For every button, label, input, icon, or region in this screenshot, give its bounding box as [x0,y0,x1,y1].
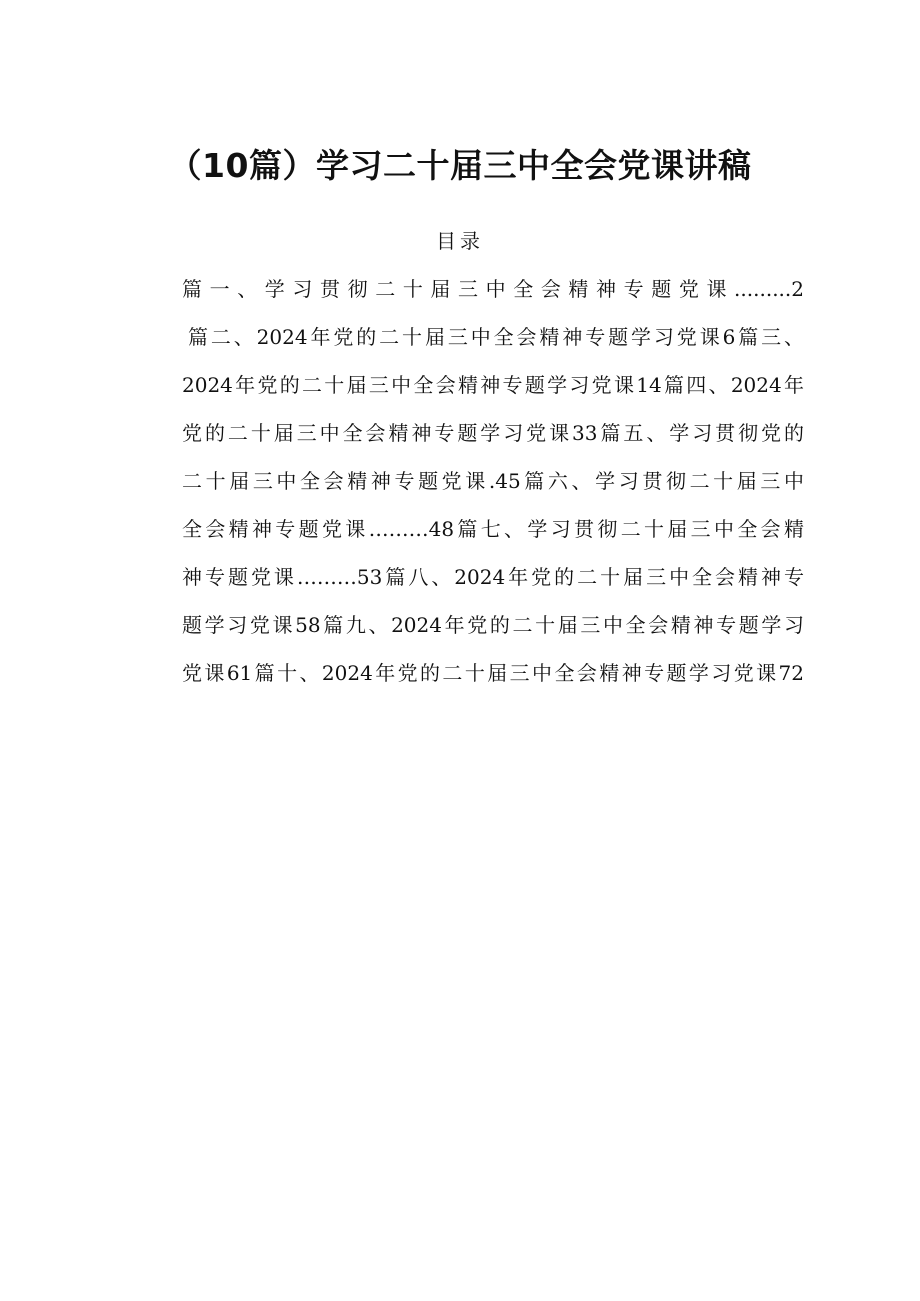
toc-line: 党的二十届三中全会精神专题学习党课33篇五、学习贯彻党的 [182,421,804,445]
toc-heading: 目录 [436,229,484,253]
toc-line: 神专题党课………53篇八、2024年党的二十届三中全会精神专 [182,565,804,589]
toc-line: 题学习党课58篇九、2024年党的二十届三中全会精神专题学习 [182,613,804,637]
toc-line: 2024年党的二十届三中全会精神专题学习党课14篇四、2024年 [182,373,804,397]
toc-line: 篇二、2024年党的二十届三中全会精神专题学习党课6篇三、 [188,325,804,349]
table-of-contents [182,271,804,703]
toc-line: 党课61篇十、2024年党的二十届三中全会精神专题学习党课72 [182,661,804,685]
document-title: （10篇）学习二十届三中全会党课讲稿 [168,146,752,185]
toc-line: 二十届三中全会精神专题党课.45篇六、学习贯彻二十届三中 [182,469,804,493]
toc-line: 全会精神专题党课………48篇七、学习贯彻二十届三中全会精 [182,517,804,541]
toc-line: 篇一、学习贯彻二十届三中全会精神专题党课.........2 [182,277,804,301]
